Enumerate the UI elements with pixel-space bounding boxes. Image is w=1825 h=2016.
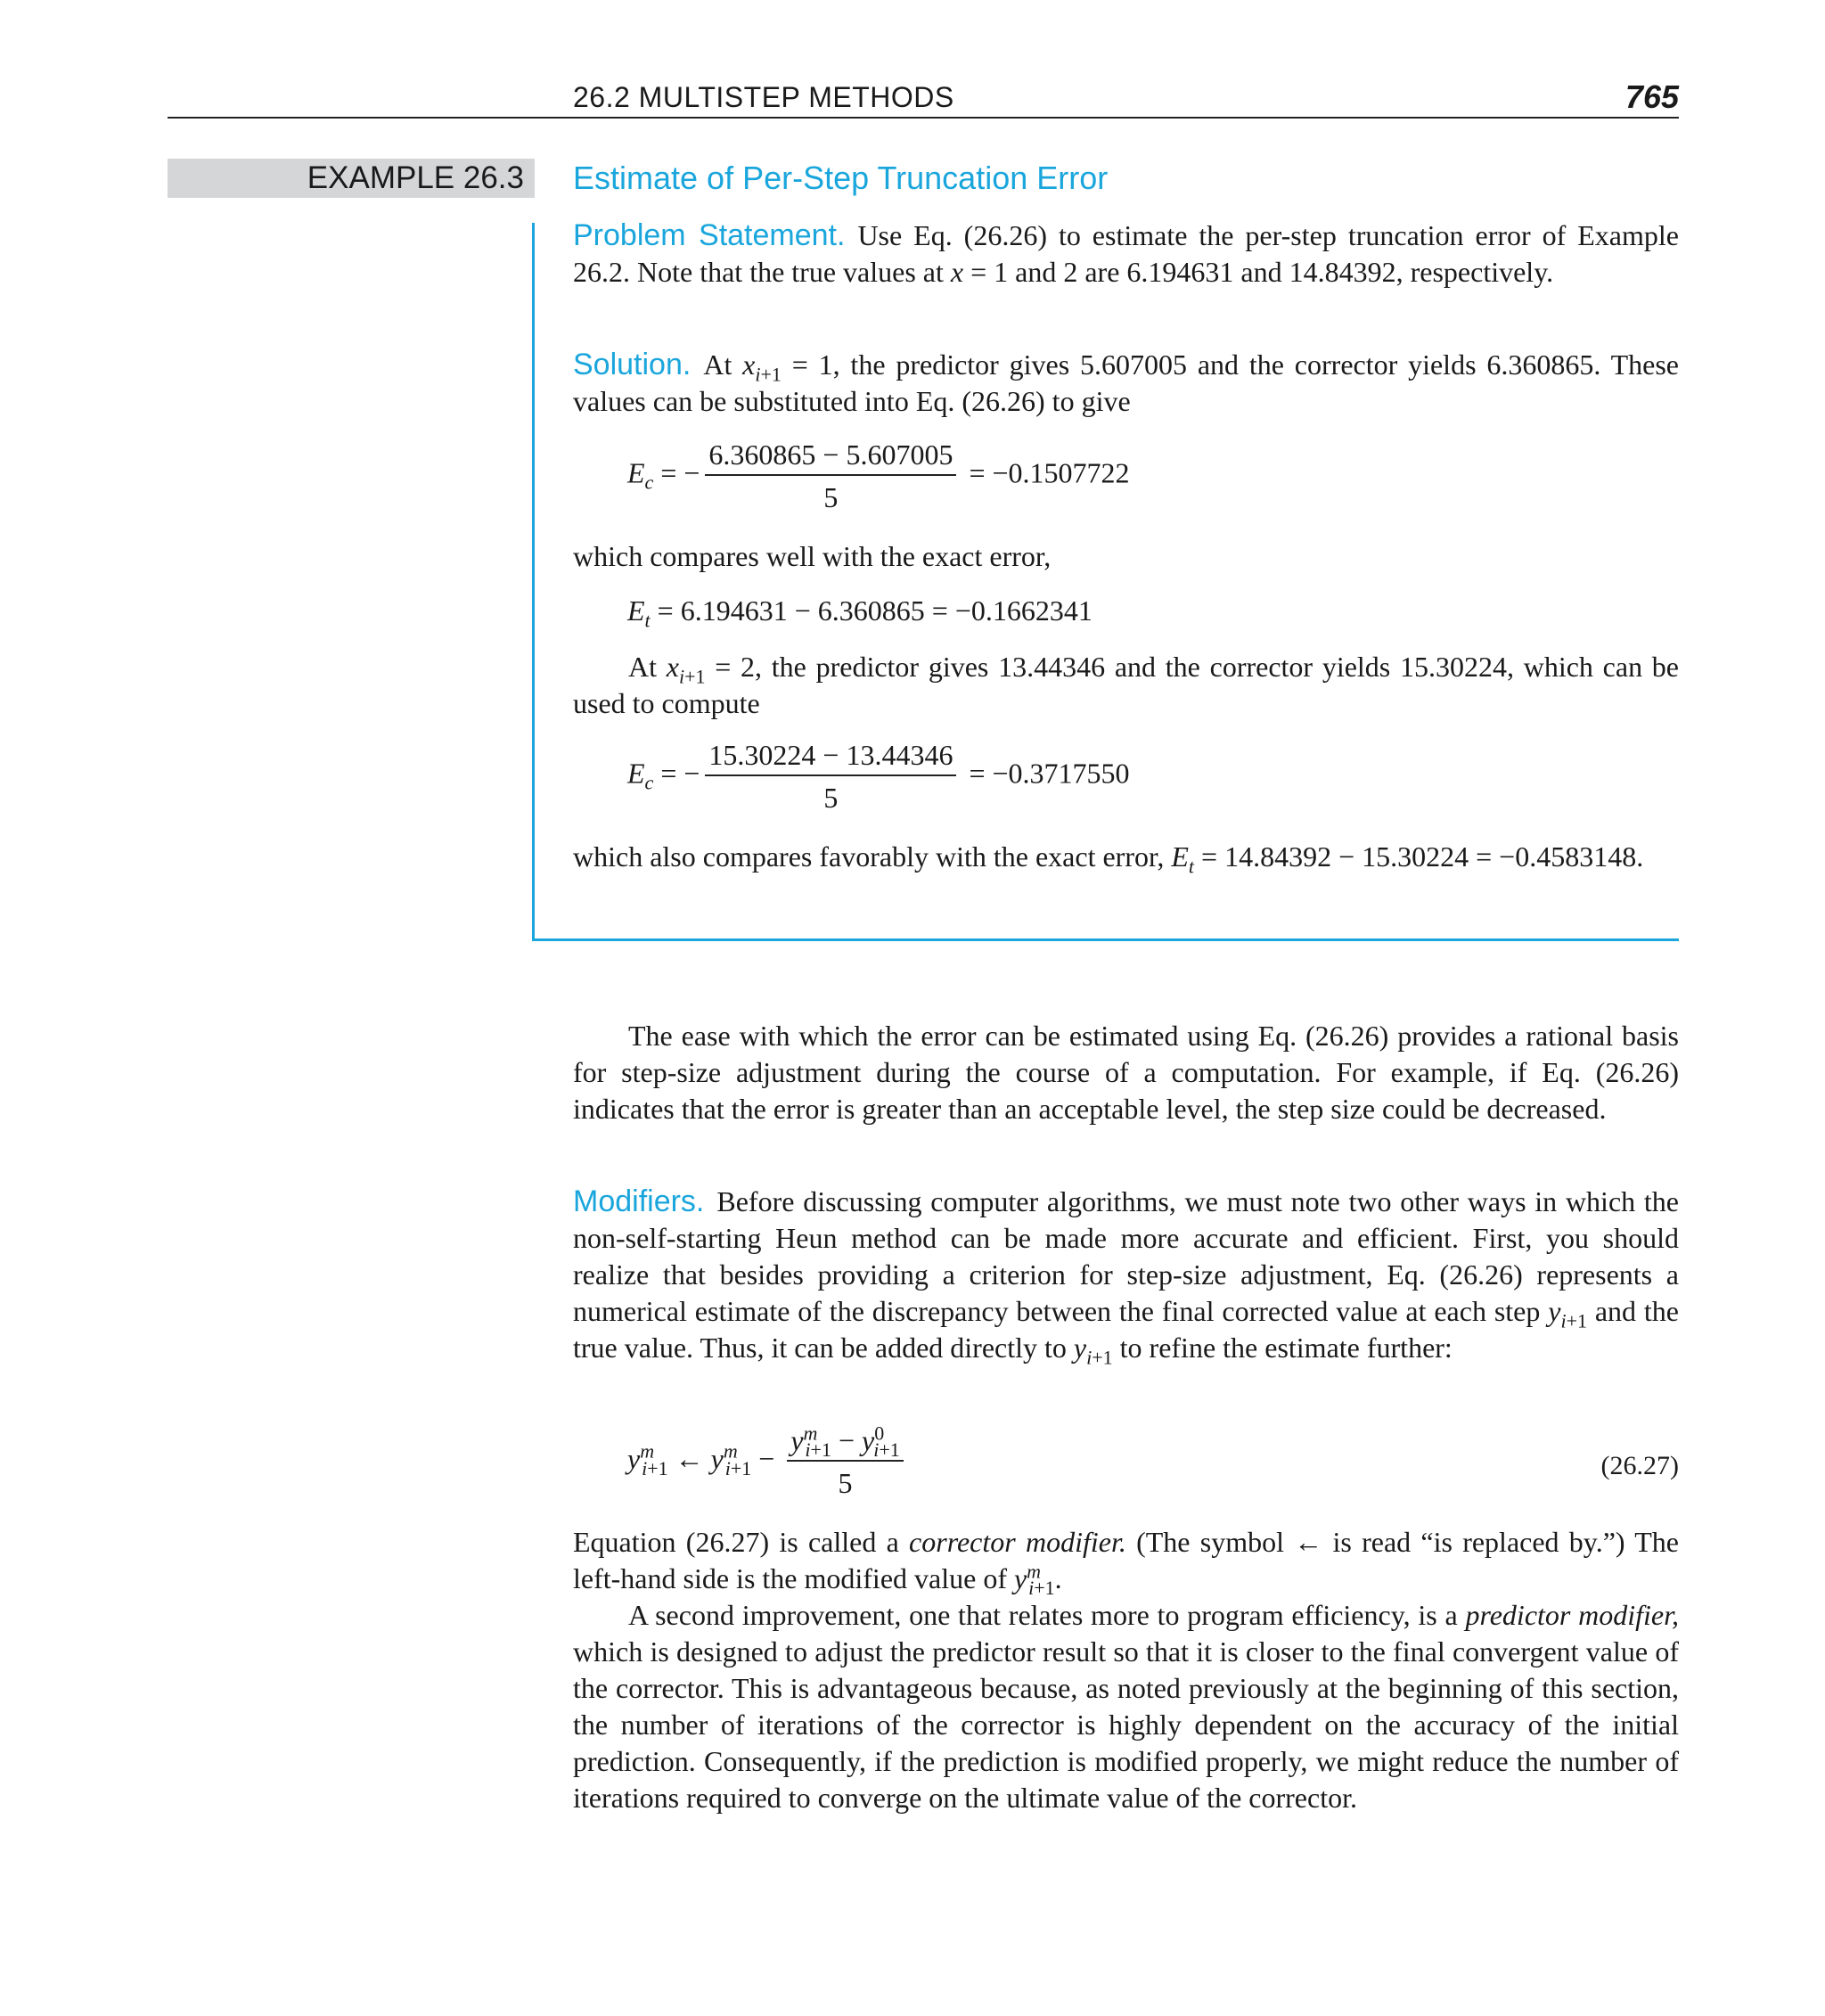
problem-text: Use Eq. (26.26) to estimate the per-step truncation error of Example 26.2. Note that the true values at x = 1 and 2 are 6.194631 and 14.84392, respectively. [573,219,1679,288]
mid-text-2: At $x_{i+1} = 2$, the predictor gives 13.44346 and the corrector yields 15.30224, which can be used to compute [573,651,1680,719]
example-left-rule [532,223,535,941]
equation-ec-2: $E_c$ = − $\frac{15.30224 - 13.44346}{5}$ = −0.3717550 [627,739,1130,814]
paragraph-4: A second improvement, one that relates more to program efficiency, is a predictor modifier, which is designed to adjust the predictor result so that it is closer to the final convergent value of the corrector. This is advantageous because, as noted previously at the beginning of this section, the number of iterations of the corrector is highly dependent on the accuracy of the initial prediction. Consequently, if the prediction is modified properly, we might reduce the number of iterations required to converge on the ultimate value of the corrector. [573,1599,1680,1814]
paragraph-3: Equation (26.27) is called a corrector modifier. (The symbol ← is read “is replaced by.”) The left-hand side is the modified value of $y^m_{i+1}$. [573,1526,1679,1600]
example-title: Estimate of Per-Step Truncation Error [573,160,1109,196]
solution [573,347,1679,420]
eq3-numerator: 15.30224 − 13.44346 [705,737,956,776]
eq1-denominator: 5 [823,481,839,513]
equation-et: $E_t = 6.194631 - 6.360865 = -0.1662341$ [627,594,1093,632]
running-head: 26.2 MULTISTEP METHODS [573,81,954,113]
example-label: EXAMPLE 26.3 [168,159,535,198]
problem-statement [573,217,1679,291]
modifiers-lead: Modifiers. [573,1184,705,1218]
example-end-text: which also compares favorably with the exact error, $E_t = 14.84392 - 15.30224 = -0.4583148$. [573,840,1644,878]
header-rule [168,117,1679,119]
equation-ec-1: $E_c$ = − $\frac{6.360865 - 5.607005}{5}$ = −0.1507722 [627,438,1130,513]
example-bottom-rule [532,938,1679,941]
solution-lead: Solution. [573,348,692,381]
problem-lead: Problem Statement. [573,218,846,252]
page-number: 765 [1624,78,1679,115]
eq3-result: = −0.3717550 [969,757,1130,790]
solution-text: At $x_{i+1} = 1$, the predictor gives 5.607005 and the corrector yields 6.360865. These values can be substituted into Eq. (26.26) to give [573,348,1680,417]
eq1-numerator: 6.360865 − 5.607005 [705,437,956,476]
modifiers-paragraph: Modifiers. Before discussing computer algorithms, we must note two other ways in which the non-self-starting Heun method can be made more accurate and efficient. First, you should realize that besides providing a criterion for step-size adjustment, Eq. (26.26) represents a numerical estimate of the discrepancy between the final corrected value at each step $y_{i+1}$ and the true value. Thus, it can be added directly to $y_{i+1}$ to refine the estimate further: [573,1184,1680,1369]
equation-number: (26.27) [1600,1451,1679,1480]
paragraph-1: The ease with which the error can be estimated using Eq. (26.26) provides a rational basis for step-size adjustment during the course of a computation. For example, if Eq. (26.26) indicates that the error is greater than an acceptable level, the step size could be decreased. [573,1020,1679,1125]
eq1-result: = −0.1507722 [969,456,1130,489]
equation-corrector-modifier: $y^m_{i+1}$ ← $y^m_{i+1}$ − $\frac{y^m_{i+1} - y^0_{i+1}}{5}$ [627,1422,909,1501]
mid-text-1: which compares well with the exact error, [573,540,1052,572]
eq3-denominator: 5 [823,782,839,814]
